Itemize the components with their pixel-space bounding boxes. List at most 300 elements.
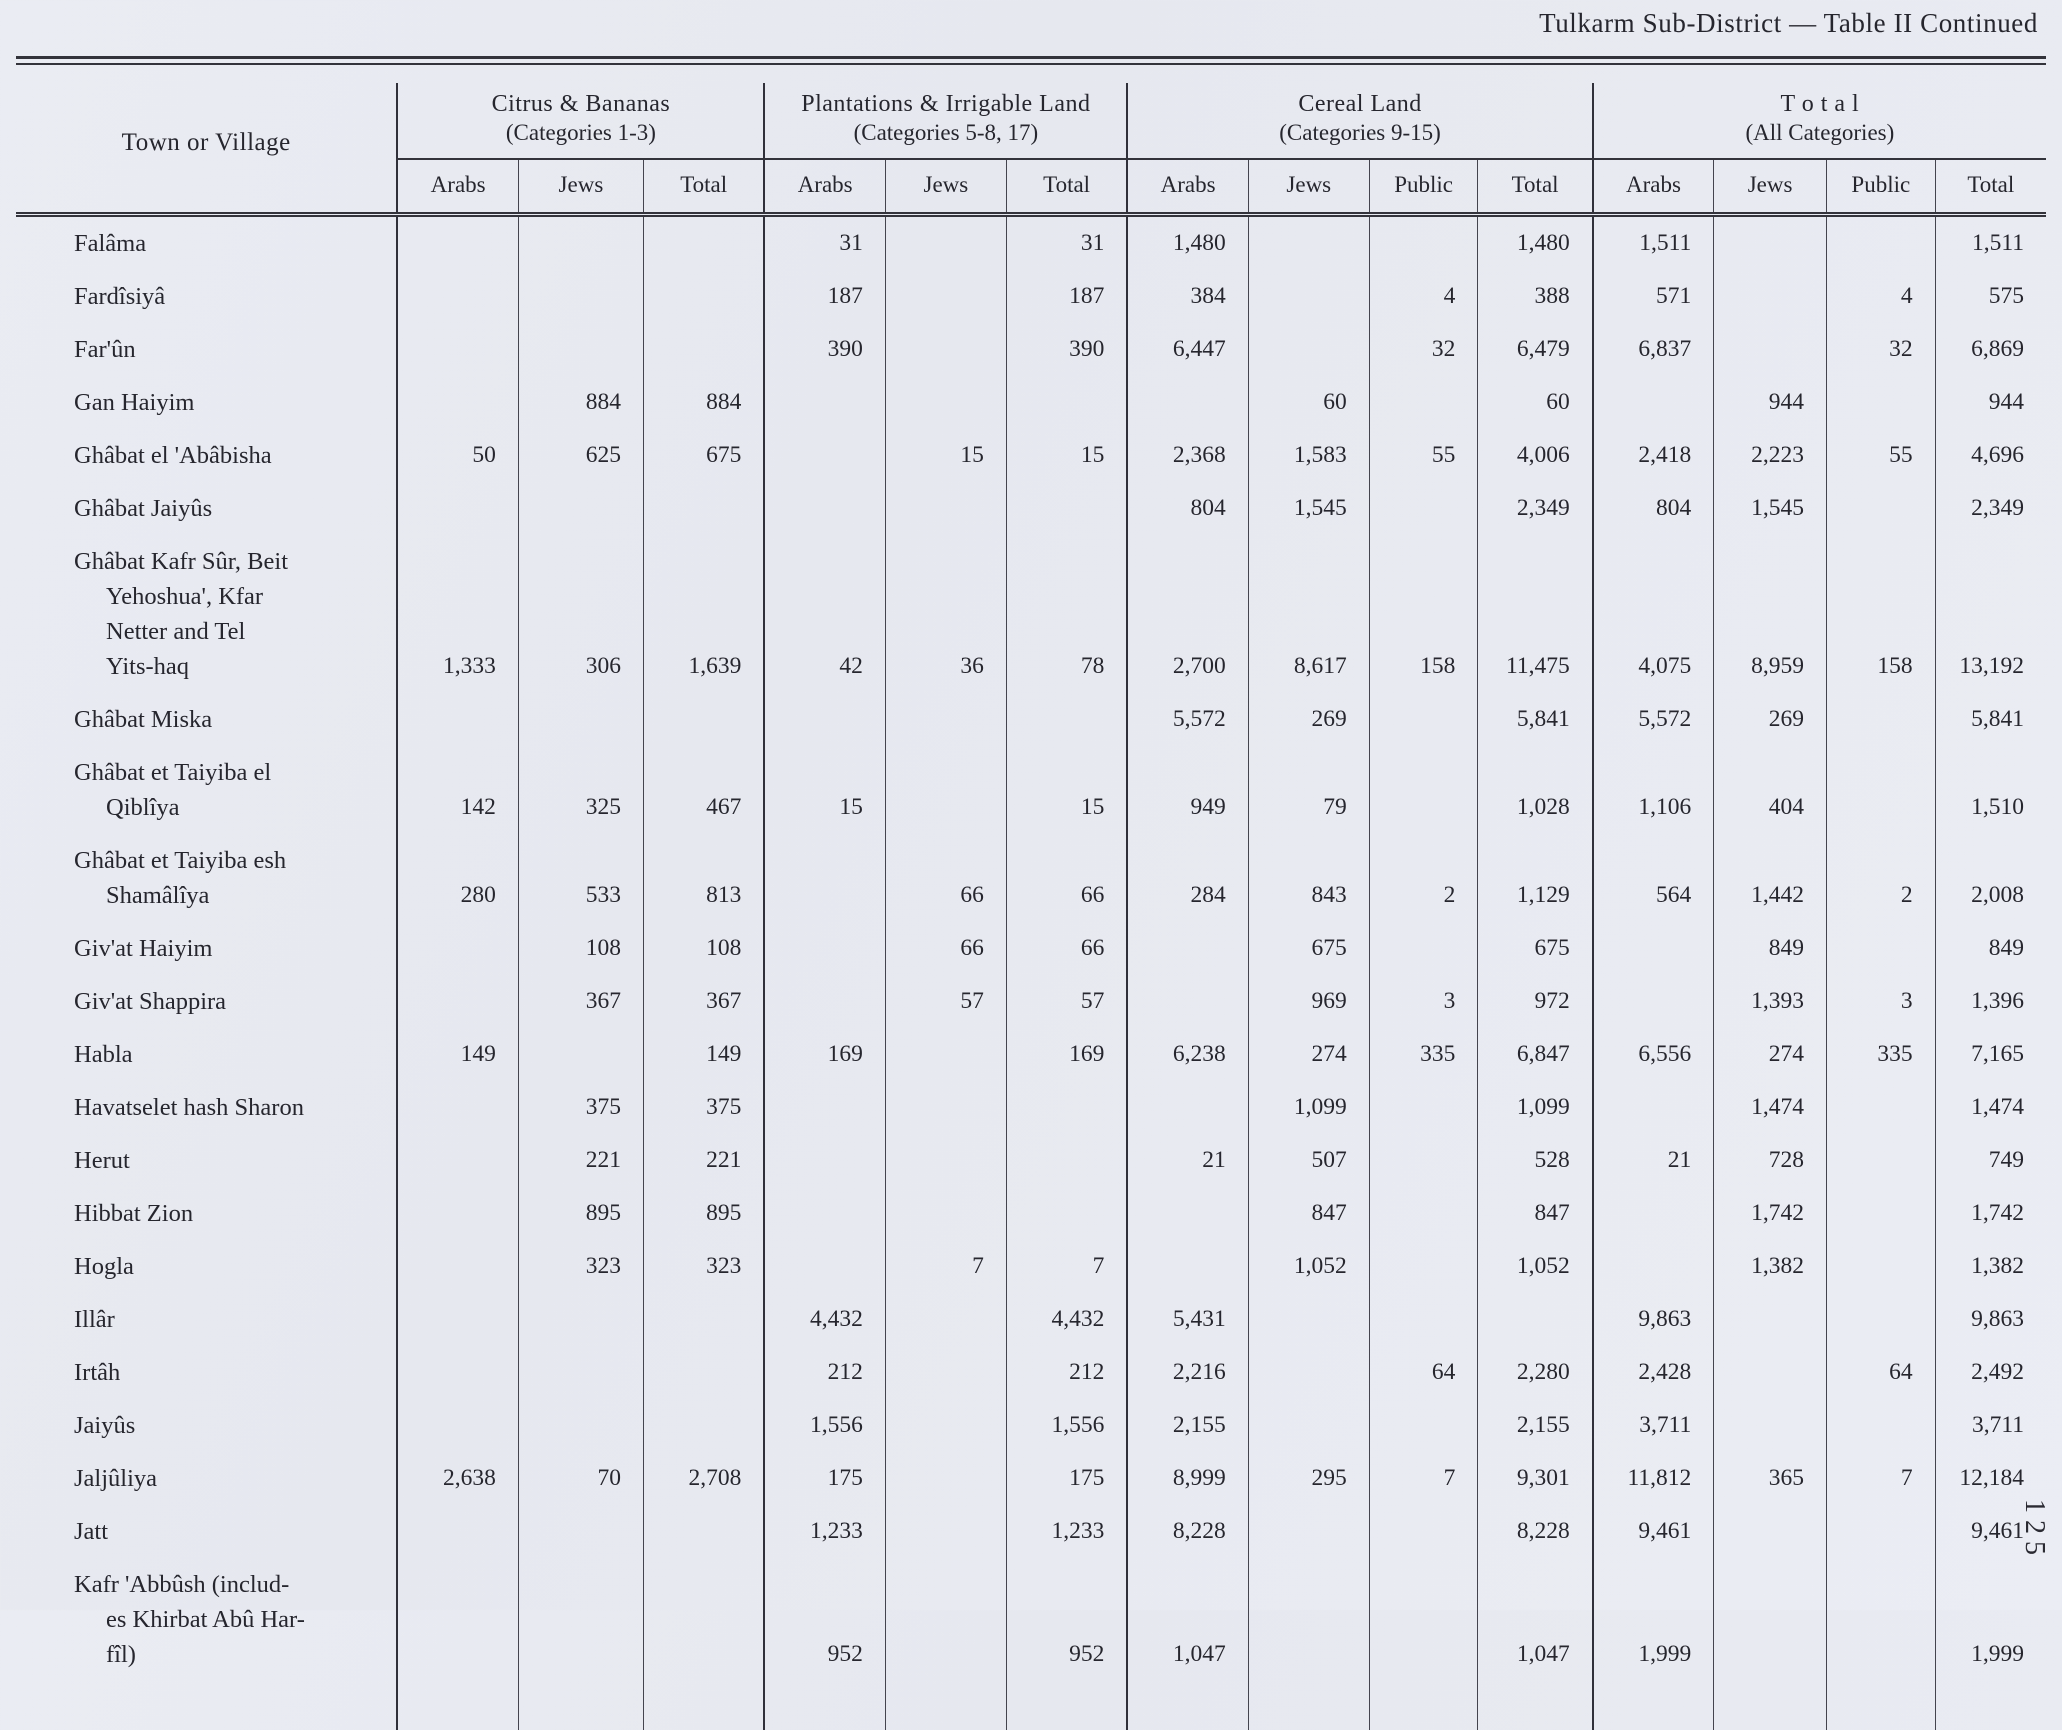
cell-value (1006, 1187, 1127, 1240)
cell-value (1714, 270, 1827, 323)
cell-value: 1,047 (1478, 1558, 1593, 1730)
cell-value (643, 215, 764, 271)
cell-value (397, 975, 518, 1028)
cell-value (1593, 376, 1714, 429)
town-name: Ghâbat Miska (16, 693, 397, 746)
cell-value: 728 (1714, 1134, 1827, 1187)
cell-value: 149 (643, 1028, 764, 1081)
cell-value: 7 (885, 1240, 1006, 1293)
cell-value: 66 (885, 834, 1006, 922)
cell-value: 2,708 (643, 1452, 764, 1505)
cell-value: 1,556 (764, 1399, 885, 1452)
column-header-public: Public (1369, 159, 1478, 215)
cell-value (764, 834, 885, 922)
cell-value (885, 1293, 1006, 1346)
cell-value: 9,461 (1593, 1505, 1714, 1558)
column-header-total: Total (1935, 159, 2046, 215)
cell-value (397, 323, 518, 376)
cell-value (397, 270, 518, 323)
cell-value: 2,349 (1935, 482, 2046, 535)
cell-value (1006, 1081, 1127, 1134)
town-name: Habla (16, 1028, 397, 1081)
cell-value (764, 429, 885, 482)
cell-value (397, 1240, 518, 1293)
cell-value: 528 (1478, 1134, 1593, 1187)
cell-value: 6,479 (1478, 323, 1593, 376)
cell-value: 55 (1369, 429, 1478, 482)
town-name: Irtâh (16, 1346, 397, 1399)
column-header-total: Total (1006, 159, 1127, 215)
cell-value: 884 (518, 376, 643, 429)
cell-value (885, 1399, 1006, 1452)
cell-value: 15 (1006, 746, 1127, 834)
cell-value: 625 (518, 429, 643, 482)
cell-value (518, 215, 643, 271)
cell-value (1369, 1187, 1478, 1240)
cell-value (1006, 376, 1127, 429)
cell-value: 8,228 (1478, 1505, 1593, 1558)
cell-value: 390 (1006, 323, 1127, 376)
cell-value: 2,428 (1593, 1346, 1714, 1399)
cell-value: 7,165 (1935, 1028, 2046, 1081)
cell-value (1369, 1240, 1478, 1293)
cell-value (1369, 693, 1478, 746)
cell-value: 1,028 (1478, 746, 1593, 834)
cell-value: 31 (764, 215, 885, 271)
cell-value: 221 (643, 1134, 764, 1187)
cell-value (397, 1187, 518, 1240)
cell-value: 158 (1826, 535, 1935, 693)
cell-value (1593, 1240, 1714, 1293)
table-row (16, 1293, 2046, 1346)
cell-value (643, 482, 764, 535)
cell-value: 1,047 (1127, 1558, 1248, 1730)
cell-value (397, 1081, 518, 1134)
table-row (16, 1134, 2046, 1187)
cell-value: 2,008 (1935, 834, 2046, 922)
cell-value (518, 482, 643, 535)
cell-value (1006, 482, 1127, 535)
cell-value: 1,106 (1593, 746, 1714, 834)
cell-value (397, 1134, 518, 1187)
cell-value: 187 (764, 270, 885, 323)
cell-value: 66 (1006, 922, 1127, 975)
cell-value (1826, 482, 1935, 535)
cell-value (1714, 1558, 1827, 1730)
cell-value: 564 (1593, 834, 1714, 922)
table-row (16, 535, 2046, 693)
cell-value: 849 (1935, 922, 2046, 975)
cell-value: 749 (1935, 1134, 2046, 1187)
cell-value: 507 (1248, 1134, 1369, 1187)
cell-value (1369, 746, 1478, 834)
cell-value (1006, 1134, 1127, 1187)
cell-value: 884 (643, 376, 764, 429)
cell-value: 388 (1478, 270, 1593, 323)
town-name: Ghâbat Kafr Sûr, Beit Yehoshua', Kfar Netter and Tel Yits-haq (16, 535, 397, 693)
cell-value: 21 (1593, 1134, 1714, 1187)
cell-value: 1,129 (1478, 834, 1593, 922)
cell-value: 952 (1006, 1558, 1127, 1730)
cell-value: 467 (643, 746, 764, 834)
cell-value: 323 (518, 1240, 643, 1293)
cell-value: 895 (518, 1187, 643, 1240)
cell-value (885, 270, 1006, 323)
cell-value (764, 376, 885, 429)
cell-value: 1,742 (1935, 1187, 2046, 1240)
scanned-table-sheet (16, 56, 2046, 1730)
cell-value (1826, 1558, 1935, 1730)
cell-value (764, 1081, 885, 1134)
table-row (16, 429, 2046, 482)
cell-value: 1,474 (1935, 1081, 2046, 1134)
cell-value: 335 (1369, 1028, 1478, 1081)
cell-value: 169 (764, 1028, 885, 1081)
cell-value: 2,638 (397, 1452, 518, 1505)
cell-value: 2,700 (1127, 535, 1248, 693)
cell-value (1826, 1240, 1935, 1293)
cell-value: 2,155 (1127, 1399, 1248, 1452)
cell-value (885, 1452, 1006, 1505)
cell-value (885, 1028, 1006, 1081)
cell-value (1826, 1293, 1935, 1346)
cell-value (1593, 1187, 1714, 1240)
cell-value (1826, 1399, 1935, 1452)
town-name: Herut (16, 1134, 397, 1187)
page-title: Tulkarm Sub-District — Table II Continued (1539, 8, 2038, 39)
cell-value (1369, 1081, 1478, 1134)
cell-value (1369, 1505, 1478, 1558)
column-header-arabs: Arabs (397, 159, 518, 215)
column-header-jews: Jews (1714, 159, 1827, 215)
cell-value: 274 (1248, 1028, 1369, 1081)
table-row (16, 1028, 2046, 1081)
cell-value: 847 (1248, 1187, 1369, 1240)
cell-value (397, 1346, 518, 1399)
cell-value (764, 975, 885, 1028)
group-label: Citrus & Bananas (402, 91, 759, 118)
table-row (16, 215, 2046, 271)
cell-value: 335 (1826, 1028, 1935, 1081)
cell-value (397, 482, 518, 535)
cell-value: 55 (1826, 429, 1935, 482)
table-row (16, 834, 2046, 922)
cell-value: 8,999 (1127, 1452, 1248, 1505)
cell-value: 2,280 (1478, 1346, 1593, 1399)
cell-value: 2,216 (1127, 1346, 1248, 1399)
cell-value: 365 (1714, 1452, 1827, 1505)
cell-value (1006, 693, 1127, 746)
cell-value: 1,999 (1935, 1558, 2046, 1730)
cell-value (518, 1505, 643, 1558)
cell-value: 11,475 (1478, 535, 1593, 693)
cell-value: 4,006 (1478, 429, 1593, 482)
column-header-total: Total (643, 159, 764, 215)
cell-value: 1,511 (1593, 215, 1714, 271)
cell-value: 1,480 (1127, 215, 1248, 271)
cell-value: 1,583 (1248, 429, 1369, 482)
town-name: Illâr (16, 1293, 397, 1346)
cell-value: 9,863 (1935, 1293, 2046, 1346)
cell-value: 32 (1369, 323, 1478, 376)
cell-value: 269 (1714, 693, 1827, 746)
cell-value (1714, 215, 1827, 271)
cell-value: 1,052 (1248, 1240, 1369, 1293)
cell-value: 169 (1006, 1028, 1127, 1081)
cell-value: 36 (885, 535, 1006, 693)
cell-value (885, 215, 1006, 271)
cell-value: 306 (518, 535, 643, 693)
town-name: Ghâbat Jaiyûs (16, 482, 397, 535)
cell-value (1248, 270, 1369, 323)
cell-value: 1,099 (1478, 1081, 1593, 1134)
group-sublabel: (Categories 9-15) (1132, 120, 1587, 146)
cell-value: 175 (1006, 1452, 1127, 1505)
table-row (16, 922, 2046, 975)
town-name: Fardîsiyâ (16, 270, 397, 323)
cell-value: 325 (518, 746, 643, 834)
group-sublabel: (All Categories) (1598, 120, 2042, 146)
town-name: Ghâbat el 'Abâbisha (16, 429, 397, 482)
cell-value (885, 1187, 1006, 1240)
cell-value: 2,155 (1478, 1399, 1593, 1452)
cell-value: 972 (1478, 975, 1593, 1028)
cell-value: 367 (518, 975, 643, 1028)
town-name: Hogla (16, 1240, 397, 1293)
cell-value (1127, 922, 1248, 975)
cell-value (885, 693, 1006, 746)
cell-value (518, 1293, 643, 1346)
cell-value: 212 (764, 1346, 885, 1399)
cell-value (1826, 215, 1935, 271)
cell-value: 8,959 (1714, 535, 1827, 693)
table-body (16, 215, 2046, 1730)
cell-value (764, 1134, 885, 1187)
cell-value (1826, 746, 1935, 834)
cell-value: 221 (518, 1134, 643, 1187)
cell-value: 675 (643, 429, 764, 482)
cell-value (1369, 376, 1478, 429)
cell-value: 5,841 (1935, 693, 2046, 746)
cell-value (1248, 1558, 1369, 1730)
cell-value: 849 (1714, 922, 1827, 975)
cell-value (643, 270, 764, 323)
table-row (16, 1187, 2046, 1240)
column-header-arabs: Arabs (1127, 159, 1248, 215)
cell-value: 50 (397, 429, 518, 482)
cell-value (885, 1558, 1006, 1730)
cell-value (1127, 376, 1248, 429)
cell-value (518, 1346, 643, 1399)
table-header (16, 83, 2046, 215)
cell-value: 1,480 (1478, 215, 1593, 271)
cell-value (518, 1558, 643, 1730)
cell-value: 3 (1826, 975, 1935, 1028)
cell-value (1248, 1346, 1369, 1399)
cell-value: 7 (1369, 1452, 1478, 1505)
group-sublabel: (Categories 1-3) (402, 120, 759, 146)
cell-value: 1,396 (1935, 975, 2046, 1028)
cell-value (885, 323, 1006, 376)
cell-value: 42 (764, 535, 885, 693)
cell-value: 390 (764, 323, 885, 376)
cell-value (397, 922, 518, 975)
cell-value (764, 1240, 885, 1293)
cell-value: 4,432 (764, 1293, 885, 1346)
cell-value (885, 1505, 1006, 1558)
town-name: Havatselet hash Sharon (16, 1081, 397, 1134)
town-name: Jaiyûs (16, 1399, 397, 1452)
cell-value: 175 (764, 1452, 885, 1505)
cell-value: 274 (1714, 1028, 1827, 1081)
cell-value (518, 693, 643, 746)
town-name: Giv'at Haiyim (16, 922, 397, 975)
cell-value: 7 (1006, 1240, 1127, 1293)
cell-value (764, 693, 885, 746)
cell-value (1826, 1505, 1935, 1558)
cell-value (1127, 975, 1248, 1028)
cell-value (643, 1399, 764, 1452)
town-name: Ghâbat et Taiyiba esh Shamâlîya (16, 834, 397, 922)
cell-value: 142 (397, 746, 518, 834)
column-header-total: Total (1478, 159, 1593, 215)
cell-value (1826, 1134, 1935, 1187)
cell-value (1714, 1505, 1827, 1558)
town-name: Jaljûliya (16, 1452, 397, 1505)
column-header-public: Public (1826, 159, 1935, 215)
cell-value: 1,099 (1248, 1081, 1369, 1134)
cell-value (764, 1187, 885, 1240)
cell-value (764, 922, 885, 975)
town-name: Falâma (16, 215, 397, 271)
table-row (16, 693, 2046, 746)
cell-value (643, 1505, 764, 1558)
town-name: Far'ûn (16, 323, 397, 376)
cell-value (1127, 1081, 1248, 1134)
table-row (16, 270, 2046, 323)
cell-value: 533 (518, 834, 643, 922)
cell-value: 8,617 (1248, 535, 1369, 693)
group-label: Cereal Land (1132, 91, 1587, 118)
cell-value: 9,863 (1593, 1293, 1714, 1346)
cell-value (1248, 323, 1369, 376)
cell-value (1369, 1558, 1478, 1730)
cell-value: 675 (1478, 922, 1593, 975)
cell-value (1369, 482, 1478, 535)
cell-value: 1,474 (1714, 1081, 1827, 1134)
cell-value: 1,052 (1478, 1240, 1593, 1293)
cell-value: 32 (1826, 323, 1935, 376)
cell-value (397, 1293, 518, 1346)
cell-value: 5,841 (1478, 693, 1593, 746)
cell-value: 323 (643, 1240, 764, 1293)
cell-value: 2,418 (1593, 429, 1714, 482)
cell-value: 952 (764, 1558, 885, 1730)
cell-value: 675 (1248, 922, 1369, 975)
town-name: Hibbat Zion (16, 1187, 397, 1240)
table-row (16, 1452, 2046, 1505)
cell-value: 944 (1935, 376, 2046, 429)
cell-value: 404 (1714, 746, 1827, 834)
cell-value: 969 (1248, 975, 1369, 1028)
cell-value: 31 (1006, 215, 1127, 271)
table-row (16, 746, 2046, 834)
cell-value (885, 482, 1006, 535)
cell-value (397, 215, 518, 271)
cell-value (643, 693, 764, 746)
cell-value: 847 (1478, 1187, 1593, 1240)
town-name: Gan Haiyim (16, 376, 397, 429)
cell-value (1714, 1293, 1827, 1346)
cell-value: 64 (1826, 1346, 1935, 1399)
cell-value (885, 1081, 1006, 1134)
cell-value (1826, 922, 1935, 975)
cell-value (885, 376, 1006, 429)
cell-value: 1,999 (1593, 1558, 1714, 1730)
cell-value: 64 (1369, 1346, 1478, 1399)
table-row (16, 1346, 2046, 1399)
cell-value: 384 (1127, 270, 1248, 323)
table-row (16, 1081, 2046, 1134)
cell-value (1369, 922, 1478, 975)
cell-value: 187 (1006, 270, 1127, 323)
cell-value: 60 (1248, 376, 1369, 429)
cell-value (1714, 1399, 1827, 1452)
cell-value: 1,233 (764, 1505, 885, 1558)
cell-value (1248, 1399, 1369, 1452)
top-rule (16, 56, 2046, 65)
cell-value: 2 (1826, 834, 1935, 922)
cell-value (643, 323, 764, 376)
cell-value: 9,301 (1478, 1452, 1593, 1505)
cell-value (518, 1028, 643, 1081)
cell-value: 57 (885, 975, 1006, 1028)
cell-value: 804 (1127, 482, 1248, 535)
cell-value (643, 1558, 764, 1730)
cell-value: 367 (643, 975, 764, 1028)
cell-value: 280 (397, 834, 518, 922)
cell-value: 6,238 (1127, 1028, 1248, 1081)
cell-value: 13,192 (1935, 535, 2046, 693)
cell-value: 284 (1127, 834, 1248, 922)
cell-value: 1,545 (1248, 482, 1369, 535)
column-header-arabs: Arabs (1593, 159, 1714, 215)
cell-value (1369, 1134, 1478, 1187)
table-row (16, 323, 2046, 376)
cell-value (397, 1505, 518, 1558)
cell-value: 375 (643, 1081, 764, 1134)
cell-value (1593, 975, 1714, 1028)
cell-value (885, 746, 1006, 834)
cell-value: 15 (764, 746, 885, 834)
cell-value (1369, 1399, 1478, 1452)
cell-value (518, 270, 643, 323)
cell-value: 8,228 (1127, 1505, 1248, 1558)
cell-value: 813 (643, 834, 764, 922)
group-sublabel: (Categories 5-8, 17) (769, 120, 1122, 146)
cell-value (1127, 1187, 1248, 1240)
cell-value (518, 1399, 643, 1452)
cell-value (397, 1558, 518, 1730)
cell-value (1593, 922, 1714, 975)
cell-value (1826, 693, 1935, 746)
cell-value: 2,223 (1714, 429, 1827, 482)
cell-value (1714, 1346, 1827, 1399)
cell-value: 843 (1248, 834, 1369, 922)
table-row (16, 1505, 2046, 1558)
cell-value (885, 1134, 1006, 1187)
cell-value: 212 (1006, 1346, 1127, 1399)
